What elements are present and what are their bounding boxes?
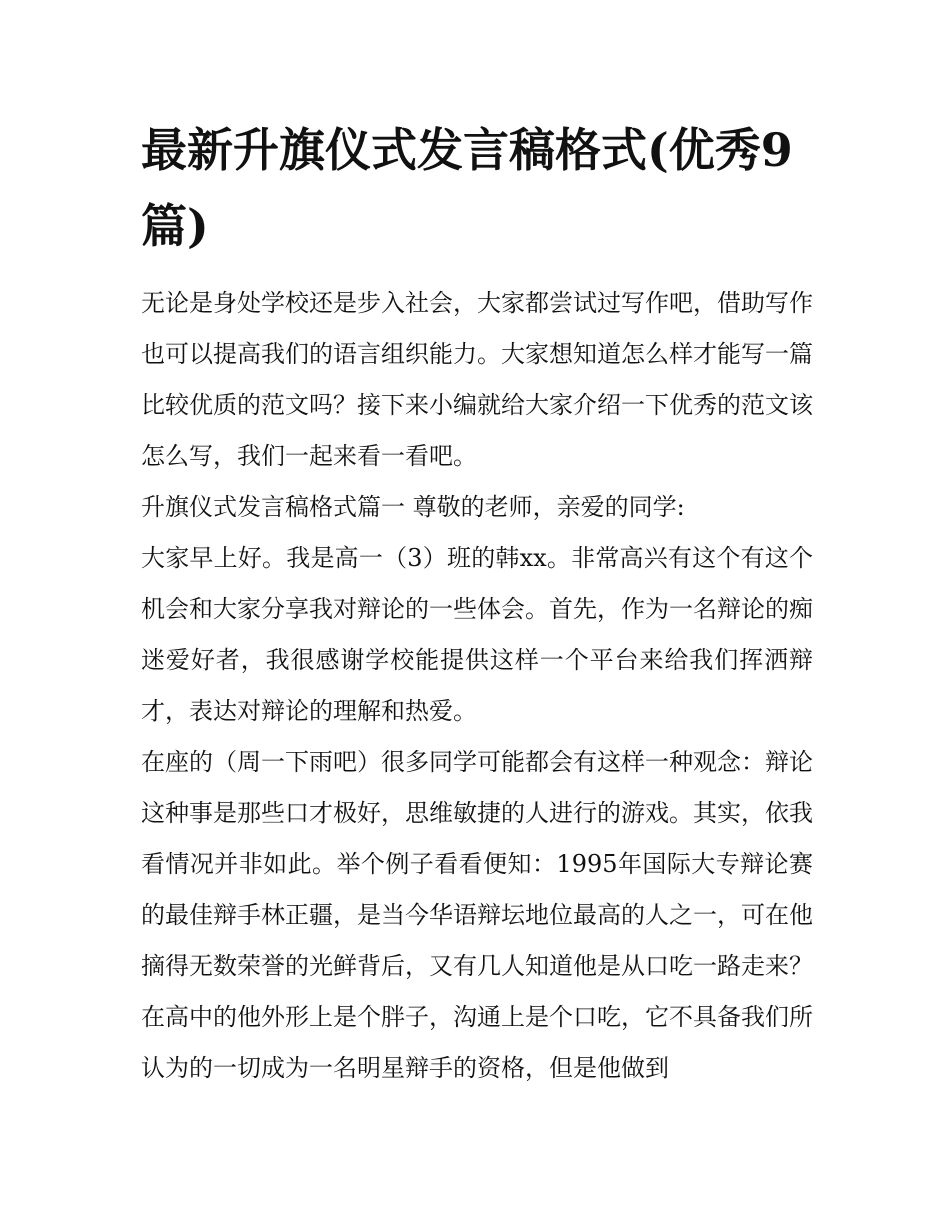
paragraph-debate-story: 在座的（周一下雨吧）很多同学可能都会有这样一种观念：辩论这种事是那些口才极好，思维敏捷的人进行的游戏。其实，依我看情况并非如此。举个例子看看便知：1995年国际大专辩论赛的最佳辩手林正疆，是当今华语辩坛地位最高的人之一，可在他摘得无数荣誉的光鲜背后，又有几人知道他是从口吃一路走来？在高中的他外形上是个胖子，沟通上是个口吃，它不具备我们所认为的一切成为一名明星辩手的资格，但是他做到 — [141, 748, 813, 1082]
paragraph-section-heading: 升旗仪式发言稿格式篇一 尊敬的老师，亲爱的同学: — [141, 493, 685, 521]
paragraph-intro: 无论是身处学校还是步入社会，大家都尝试过写作吧，借助写作也可以提高我们的语言组织能力。大家想知道怎么样才能写一篇比较优质的范文吗？接下来小编就给大家介绍一下优秀的范文该怎么写，我们一起来看一看吧。 — [141, 289, 813, 470]
document-body — [141, 112, 813, 1094]
paragraph-greeting: 大家早上好。我是高一（3）班的韩xx。非常高兴有这个有这个机会和大家分享我对辩论的一些体会。首先，作为一名辩论的痴迷爱好者，我很感谢学校能提供这样一个平台来给我们挥洒辩才，表达对辩论的理解和热爱。 — [141, 544, 813, 725]
document-title: 最新升旗仪式发言稿格式(优秀9篇) — [141, 123, 793, 253]
